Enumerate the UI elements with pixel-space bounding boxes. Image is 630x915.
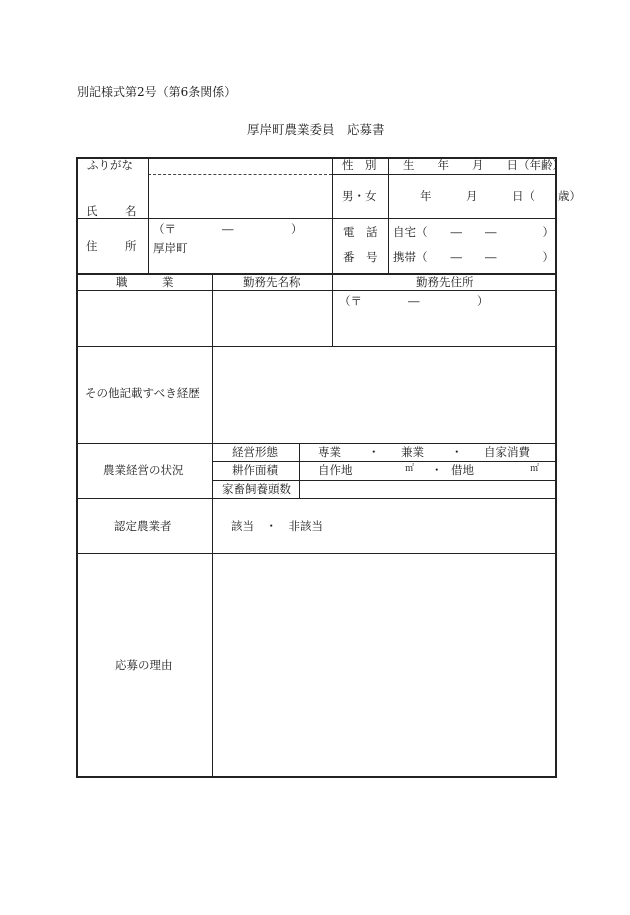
address-town: 厚岸町 xyxy=(153,241,188,255)
farming-label: 農業経営の状況 xyxy=(103,463,184,477)
value-column-divider xyxy=(388,158,389,273)
gender-header-divider xyxy=(332,174,556,175)
history-label: その他記載すべき経歴 xyxy=(85,386,200,400)
employer-label: 勤務先名称 xyxy=(243,275,301,289)
cultivated-area-label: 耕作面積 xyxy=(232,463,278,477)
gender-label: 性 別 xyxy=(342,158,377,172)
birthdate-label: 生 年 月 日（年齢） xyxy=(403,158,564,172)
management-option-part: 兼業 xyxy=(401,445,424,459)
management-separator-2: ・ xyxy=(451,445,463,459)
certified-label: 認定農業者 xyxy=(114,519,172,533)
leased-land-label: 借地 xyxy=(451,463,474,477)
job-row-bottom xyxy=(77,346,556,347)
form-number: 別記様式第2号（第6条関係） xyxy=(77,85,237,99)
reason-label: 応募の理由 xyxy=(115,658,173,672)
management-option-self: 自家消費 xyxy=(484,445,530,459)
gender-options: 男・女 xyxy=(342,189,377,203)
address-label-1: 住 xyxy=(86,239,98,253)
address-postal: （〒 ― ） xyxy=(153,222,303,236)
sqm-unit-2: ㎡ xyxy=(530,464,540,474)
phone-label-1: 電 話 xyxy=(343,225,378,239)
certified-row-bottom xyxy=(77,553,556,554)
name-label-1: 氏 xyxy=(86,204,98,218)
management-separator-1: ・ xyxy=(368,445,380,459)
label-column-divider xyxy=(148,158,149,273)
page-title: 厚岸町農業委員 応募書 xyxy=(247,122,385,137)
area-separator: ・ xyxy=(431,463,443,477)
birthdate-value: 年 月 日（ 歳） xyxy=(420,189,581,203)
table-border-left xyxy=(76,157,78,778)
job-column-divider xyxy=(332,274,333,346)
phone-mobile: 携帯（ ― ― ） xyxy=(393,250,554,264)
employer-address-label: 勤務先住所 xyxy=(416,275,474,289)
furigana-label: ふりがな xyxy=(87,158,133,172)
lower-label-divider xyxy=(212,274,213,777)
address-label-2: 所 xyxy=(125,239,137,253)
certified-options: 該当 ・ 非該当 xyxy=(231,519,323,533)
history-row-bottom xyxy=(77,443,556,444)
farming-row-bottom xyxy=(77,498,556,499)
farming-row1-bottom xyxy=(213,461,556,462)
table-border-right xyxy=(555,157,557,778)
farming-column-divider xyxy=(299,444,300,498)
farming-row2-bottom xyxy=(213,480,556,481)
livestock-label: 家畜飼養頭数 xyxy=(222,482,291,496)
management-option-full: 専業 xyxy=(318,445,341,459)
management-type-label: 経営形態 xyxy=(232,445,278,459)
furigana-divider xyxy=(148,174,332,175)
table-border-bottom xyxy=(76,776,557,778)
phone-home: 自宅（ ― ― ） xyxy=(393,225,554,239)
mid-column-divider xyxy=(332,158,333,273)
employer-postal: （〒 ― ） xyxy=(339,294,489,308)
phone-label-2: 番 号 xyxy=(343,250,378,264)
job-header-bottom xyxy=(77,290,556,291)
owned-land-label: 自作地 xyxy=(318,463,353,477)
name-label-2: 名 xyxy=(125,204,137,218)
sqm-unit-1: ㎡ xyxy=(405,464,415,474)
occupation-label: 職 業 xyxy=(116,275,174,289)
